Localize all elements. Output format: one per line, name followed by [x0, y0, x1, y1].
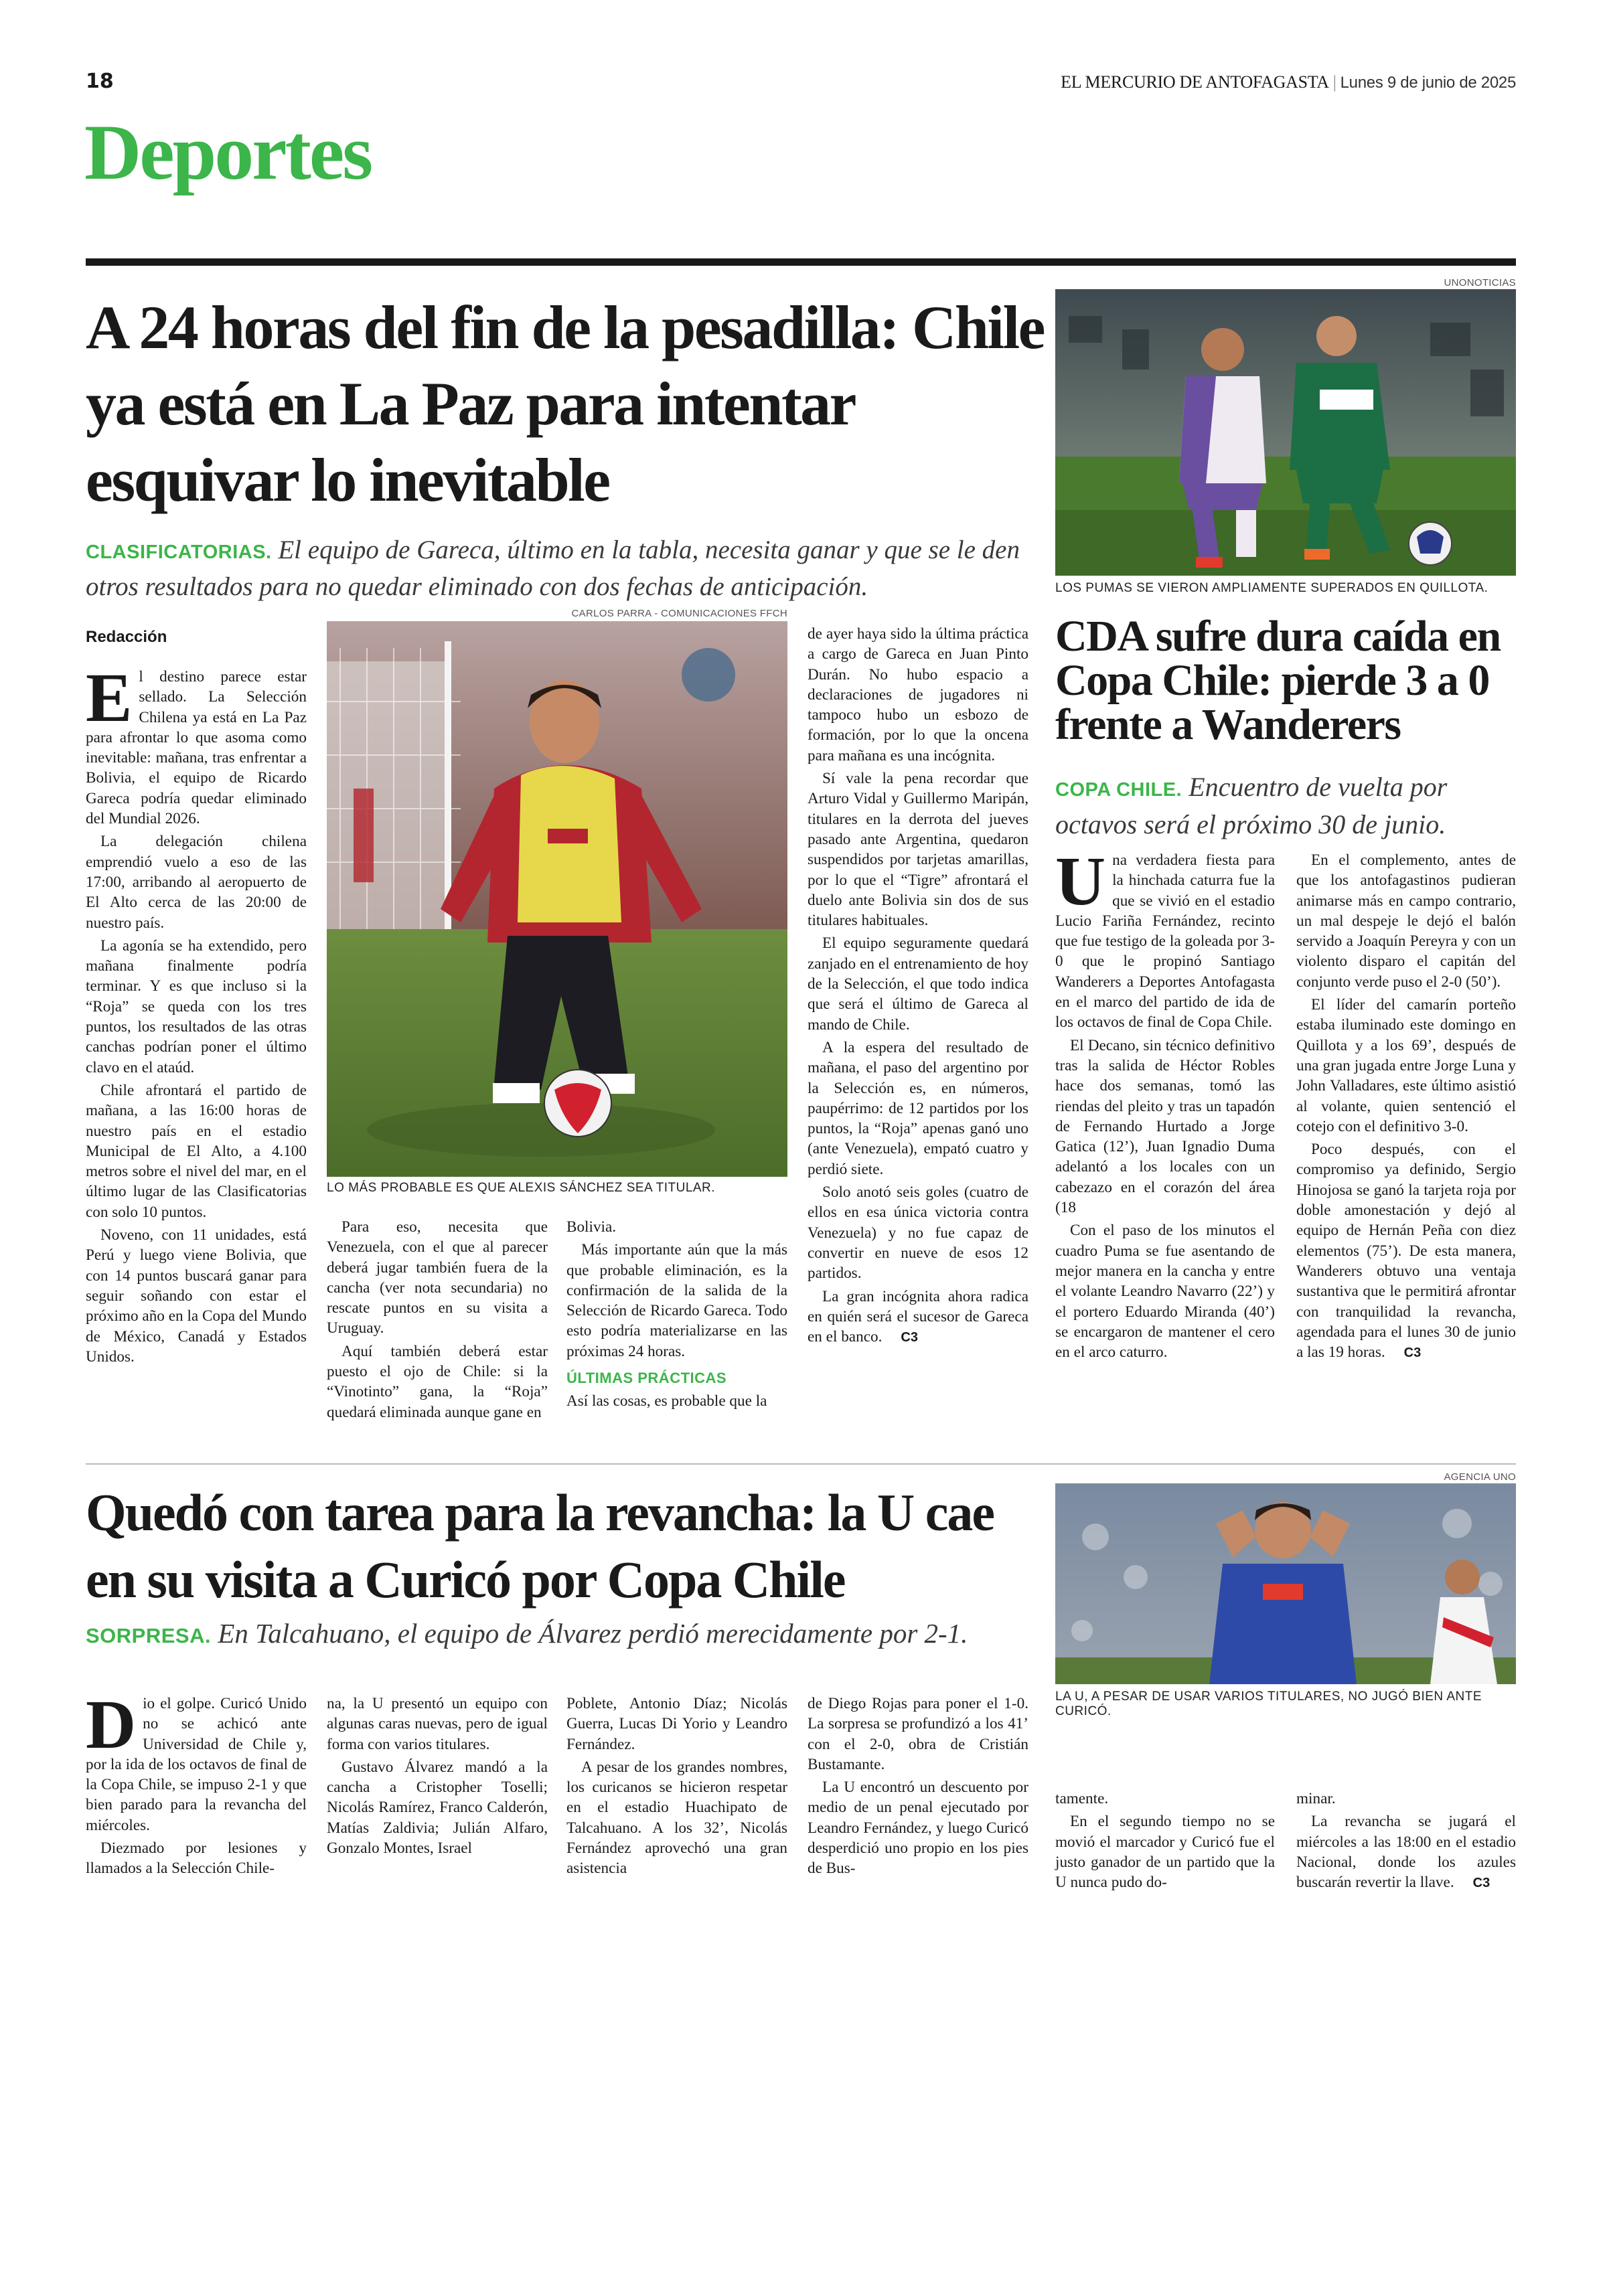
third-headline: Quedó con tarea para la revancha: la U cae en su visita a Curicó por Copa Chile [86, 1483, 994, 1609]
match-photo-illustration [1055, 289, 1516, 576]
paragraph: de Diego Rojas para poner el 1-0. La sorpresa se profundizó a los 41’ con el 2-0, obra de Cristián Bustamante. [808, 1695, 1028, 1773]
article-column [566, 1217, 787, 1414]
byline: Redacción [86, 628, 167, 646]
main-headline: A 24 horas del fin de la pesadilla: Chile ya está en La Paz para intentar esquivar lo inevitable [86, 293, 1044, 514]
paragraph: El equipo seguramente quedará zanjado en el entrenamiento de hoy de la Selección, el que todo indica que será el último de Gareca al mando de Chile. [808, 934, 1028, 1034]
photo-caption: LA U, A PESAR DE USAR VARIOS TITULARES, NO JUGÓ BIEN ANTE CURICÓ. [1055, 1690, 1482, 1718]
article-column [1055, 843, 1275, 1365]
header-rule [86, 258, 1516, 266]
training-photo [327, 621, 787, 1177]
subheading: ÚLTIMAS PRÁCTICAS [566, 1370, 727, 1387]
photo-credit: AGENCIA UNO [1444, 1471, 1516, 1483]
paragraph: Diezmado por lesiones y llamados a la Selección Chile- [86, 1839, 307, 1878]
paragraph: Chile afrontará el partido de mañana, a las 16:00 horas de nuestro país en el estadio Municipal de El Alto, a 4.100 metros sobre el nivel del mar, en el último lugar de las Clasificatorias con solo 10 puntos. [86, 1081, 307, 1221]
end-mark: C3 [1403, 1345, 1422, 1361]
article-column [327, 1694, 548, 1861]
paragraph: En el segundo tiempo no se movió el marcador y Curicó fue el justo ganador de un partido que la U nunca pudo do- [1055, 1813, 1275, 1892]
paragraph: Poblete, Antonio Díaz; Nicolás Guerra, Lucas Di Yorio y Leandro Fernández. [566, 1695, 787, 1753]
article-column [86, 1686, 307, 1882]
article-column [1296, 1789, 1516, 1896]
end-mark: C3 [1472, 1876, 1490, 1891]
paragraph [1296, 1811, 1516, 1893]
paragraph-text: La gran incógnita ahora radica en quién será el sucesor de Gareca en el banco. [808, 1287, 1028, 1346]
secondary-headline: CDA sufre dura caída en Copa Chile: pierde 3 a 0 frente a Wanderers [1055, 612, 1501, 749]
paragraph: l destino parece estar sellado. La Selección Chilena ya está en La Paz para afrontar lo que asoma como inevitable: mañana, tras enfrentar a Bolivia, el equipo de Ricardo Gareca podría quedar eliminado del Mundial 2026. [86, 668, 307, 828]
paragraph: La delegación chilena emprendió vuelo a eso de las 17:00, arribando al aeropuerto de El Alto cerca de las 20:00 de nuestro país. [86, 833, 307, 932]
article-column [566, 1694, 787, 1882]
article-column [327, 1217, 548, 1425]
secondary-kicker: COPA CHILE. [1055, 779, 1182, 801]
masthead: EL MERCURIO DE ANTOFAGASTA | Lunes 9 de junio de 2025 [1061, 72, 1516, 92]
third-deck [86, 1616, 1063, 1653]
paragraph: na, la U presentó un equipo con algunas caras nuevas, pero de igual forma con varios titulares. [327, 1695, 548, 1753]
paragraph: Más importante aún que la más que probable eliminación, es la confirmación de la salida de la Selección de Ricardo Gareca. Todo esto podría materializarse en las próximas 24 horas. [566, 1241, 787, 1360]
paragraph: La U encontró un descuento por medio de un penal ejecutado por Leandro Fernández, y luego Curicó desperdició uno propio en los pies de Bus- [808, 1779, 1028, 1878]
main-deck [86, 533, 1050, 604]
secondary-deck-text: Encuentro de vuelta por octavos será el próximo 30 de junio. [1055, 772, 1448, 839]
article-column [1055, 1789, 1275, 1895]
paragraph: Noveno, con 11 unidades, está Perú y luego viene Bolivia, que con 14 puntos buscará ganar para seguir soñando con estar el próximo año en la Copa del Mundo de México, Canadá y Estados Unidos. [86, 1226, 307, 1366]
section-title: Deportes [84, 108, 372, 196]
third-kicker: SORPRESA. [86, 1624, 212, 1647]
article-column [808, 1694, 1028, 1882]
drop-cap: U [1055, 843, 1106, 920]
secondary-deck [1055, 770, 1517, 842]
player-photo [1055, 1483, 1516, 1684]
drop-cap: D [86, 1686, 137, 1763]
paragraph: Así las cosas, es probable que la [566, 1392, 767, 1410]
third-deck-text: En Talcahuano, el equipo de Álvarez perdió merecidamente por 2-1. [218, 1618, 968, 1649]
paragraph: minar. [1296, 1790, 1336, 1807]
photo-caption: LO MÁS PROBABLE ES QUE ALEXIS SÁNCHEZ SEA TITULAR. [327, 1181, 716, 1195]
paragraph [1296, 1139, 1516, 1363]
section-divider [86, 1463, 1516, 1465]
paragraph: Con el paso de los minutos el cuadro Puma se fue asentando de mejor manera en la cancha y entre el volante Leandro Navarro (22’) y el portero Eduardo Miranda (40’) se encargaron de mantener el cero en el arco caturro. [1055, 1222, 1275, 1362]
paragraph-text: Poco después, con el compromiso ya definido, Sergio Hinojosa se ganó la tarjeta roja por doble amonestación y dejó al equipo de Hernán Peña con diez elementos (75’). De esta manera, Wanderers obtuvo una ventaja sustantiva que le permitirá afrontar con tranquilidad la revancha, agendada para el lunes 30 de junio a las 19 horas. [1296, 1141, 1516, 1362]
paragraph: El Decano, sin técnico definitivo tras la salida de Héctor Robles hace dos semanas, tomó las riendas del pleito y tras un tapadón de Fernando Hurtado a Jorge Gatica (12’), Juan Ignadio Duma adelantó a los locales con un cabezazo en el corazón del área (18 [1055, 1036, 1275, 1217]
newspaper-name: EL MERCURIO DE ANTOFAGASTA [1061, 72, 1329, 92]
photo-credit: CARLOS PARRA - COMUNICACIONES FFCH [571, 608, 787, 619]
paragraph: Solo anotó seis goles (cuatro de ellos en esa única victoria contra Venezuela) y no fue capaz de convertir en nueve de esos 12 partidos. [808, 1183, 1028, 1283]
paragraph: Gustavo Álvarez mandó a la cancha a Cristopher Toselli; Nicolás Ramírez, Franco Calderón, Matías Zaldivia; Julián Alfaro, Gonzalo Montes, Israel [327, 1758, 548, 1858]
match-photo [1055, 289, 1516, 576]
photo-caption: LOS PUMAS SE VIERON AMPLIAMENTE SUPERADOS EN QUILLOTA. [1055, 581, 1488, 595]
main-kicker: CLASIFICATORIAS. [86, 542, 272, 563]
end-mark: C3 [901, 1330, 918, 1345]
photo-credit: UNONOTICIAS [1444, 277, 1516, 289]
paragraph: tamente. [1055, 1790, 1109, 1807]
paragraph [808, 1287, 1028, 1348]
paragraph: Bolivia. [566, 1218, 617, 1236]
article-column [86, 659, 307, 1370]
paragraph: na verdadera fiesta para la hinchada caturra fue la que se vivió en el estadio Lucio Fariña Fernández, recinto que fue testigo de la goleada por 3-0 que le propinó Santiago Wanderers a Deportes Antofagasta en el marco del partido de ida de los octavos de final de Copa Chile. [1055, 851, 1275, 1032]
drop-cap: E [86, 659, 133, 736]
paragraph: Aquí también deberá estar puesto el ojo de Chile: si la “Vinotinto” gana, la “Roja” quedará eliminada aunque gane en [327, 1342, 548, 1421]
issue-date: Lunes 9 de junio de 2025 [1340, 74, 1516, 92]
paragraph-text: La revancha se jugará el miércoles a las 18:00 en el estadio Nacional, donde los azules buscarán revertir la llave. [1296, 1813, 1516, 1892]
paragraph: io el golpe. Curicó Unido no se achicó ante Universidad de Chile y, por la ida de los octavos de final de la Copa Chile, se impuso 2-1 y que bien parado para la revancha del miércoles. [86, 1695, 307, 1834]
paragraph: A pesar de los grandes nombres, los curicanos se hicieron respetar en el estadio Huachipato de Talcahuano. A los 32’, Nicolás Fernández aprovechó una gran asistencia [566, 1758, 787, 1878]
paragraph: de ayer haya sido la última práctica a cargo de Gareca en Juan Pinto Durán. No hubo espacio a declaraciones de jugadores ni tampoco hubo un esbozo de formación, por lo que la oncena para mañana es una incógnita. [808, 625, 1028, 764]
paragraph: El líder del camarín porteño estaba iluminado este domingo en Quillota y a los 69’, después de una gran jugada entre Jorge Luna y John Valladares, este último asistió al volante, quien sentenció el cotejo con el definitivo 3-0. [1296, 996, 1516, 1135]
article-column [1296, 850, 1516, 1366]
paragraph: Sí vale la pena recordar que Arturo Vidal y Guillermo Maripán, titulares en la derrota del jueves pasado ante Argentina, quedaron suspendidos por tarjetas amarillas, por lo que el “Tigre” afrontará el duelo ante Bolivia sin dos de sus titulares habituales. [808, 770, 1028, 930]
paragraph: La agonía se ha extendido, pero mañana finalmente podría terminar. Y es que incluso si la “Roja” se queda con los tres puntos, los resultados de las otras canchas podrían poner el último clavo en el ataúd. [86, 936, 307, 1076]
article-column [808, 624, 1028, 1350]
paragraph: En el complemento, antes de que los antofagastinos pudieran animarse más en campo contrario, un mal despeje le dejó el balón servido a Joaquín Pereyra y con un violento disparo el capitán del conjunto verde puso el 2-0 (50’). [1296, 851, 1516, 991]
page-number: 18 [86, 70, 114, 93]
paragraph: A la espera del resultado de mañana, el paso del argentino por la Selección es, en números, paupérrimo: de 12 partidos por los puntos, la “Roja” apenas ganó uno (ante Venezuela), empató cuatro y perdió siete. [808, 1038, 1028, 1178]
paragraph: Para eso, necesita que Venezuela, con el que al parecer deberá jugar también fuera de la cancha (ver nota secundaria) no rescate puntos en su visita a Uruguay. [327, 1218, 548, 1337]
training-photo-illustration [327, 621, 787, 1177]
player-photo-illustration [1055, 1483, 1516, 1684]
main-deck-text: El equipo de Gareca, último en la tabla, necesita ganar y que se le den otros resultados para no quedar eliminado con dos fechas de anticipación. [86, 536, 1020, 601]
